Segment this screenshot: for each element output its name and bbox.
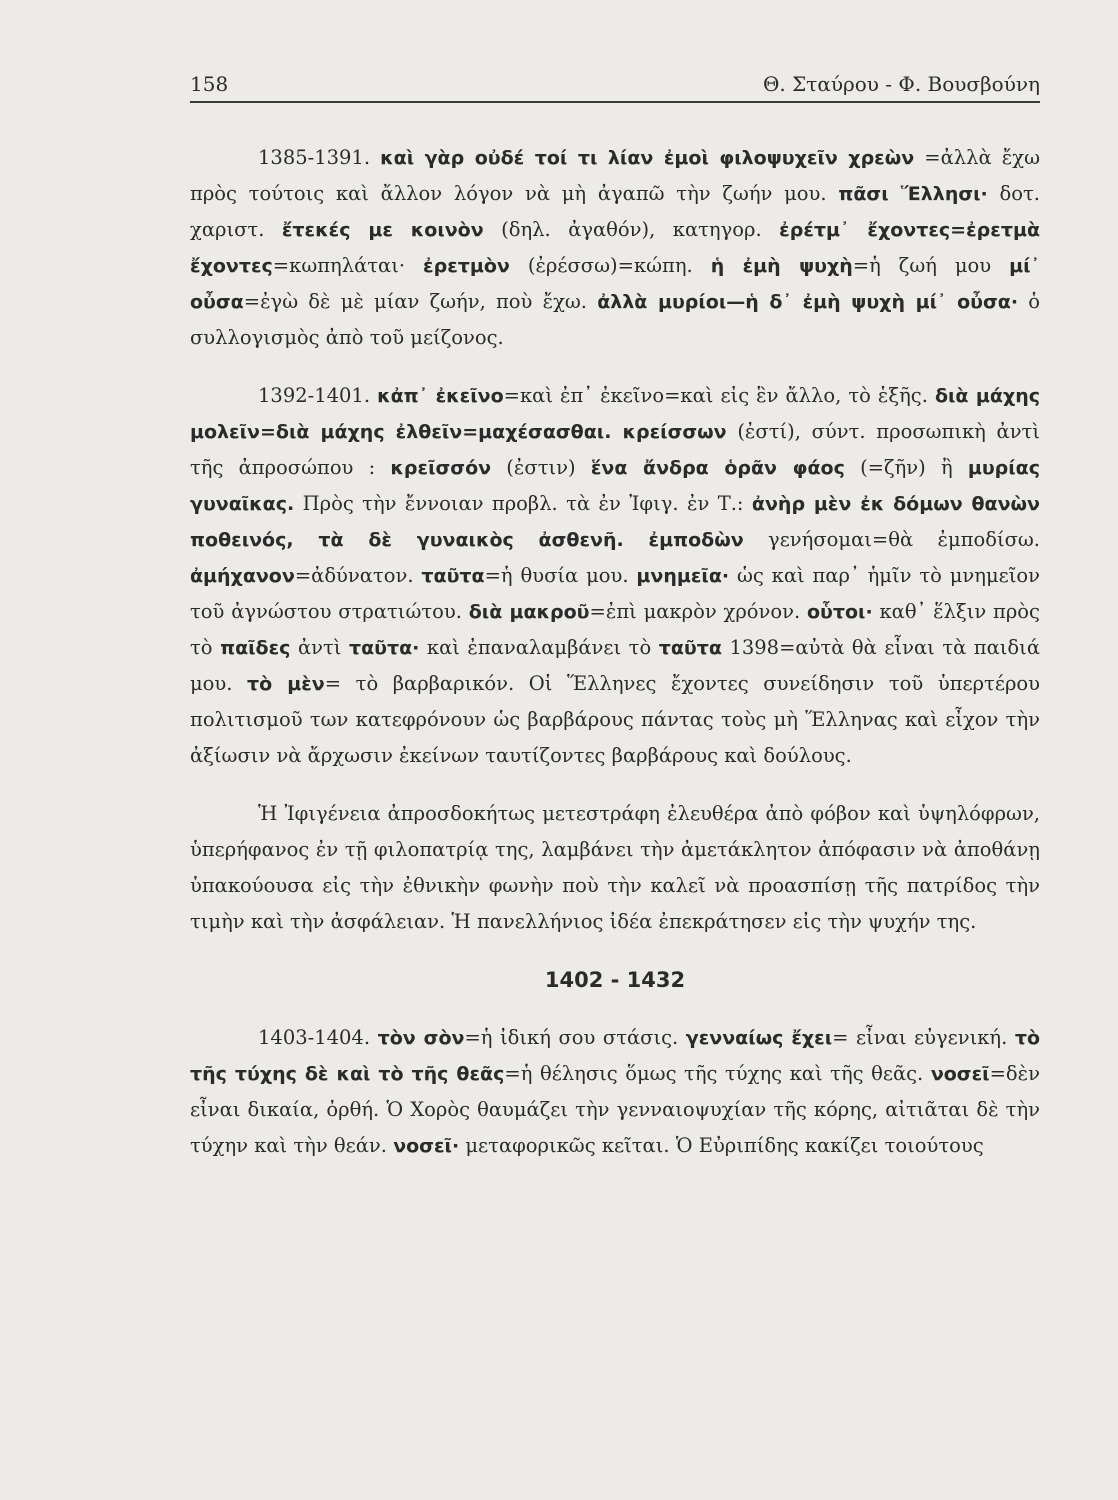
gloss-text: (ἐστί), σύντ. προσωπικὴ ἀντὶ τῆς ἀπροσώπου : bbox=[190, 420, 1040, 479]
lemma-term: ἡ ἐμὴ ψυχὴ bbox=[710, 255, 853, 277]
gloss-text: =κωπηλάται· bbox=[272, 254, 424, 277]
paragraph-1392-1401 bbox=[190, 378, 1040, 774]
gloss-text: =ἡ θέλησις ὅμως τῆς τύχης καὶ τῆς θεᾶς. bbox=[504, 1062, 931, 1085]
gloss-text: Πρὸς τὴν ἔννοιαν προβλ. τὰ ἐν Ἰφιγ. ἐν Τ.: bbox=[294, 492, 752, 515]
lemma-term: νοσεῖ· bbox=[393, 1135, 460, 1157]
gloss-text: = εἶναι εὐγενική. bbox=[832, 1026, 1015, 1049]
running-head: Θ. Σταύρου - Φ. Βουσβούνη bbox=[763, 72, 1040, 96]
gloss-text: 1403-1404. bbox=[258, 1026, 378, 1049]
lemma-term: μί᾽ οὖσα bbox=[190, 255, 1040, 313]
lemma-term: μνημεῖα· bbox=[636, 565, 730, 587]
gloss-text: (δηλ. ἀγαθόν), κατηγορ. bbox=[483, 218, 780, 241]
page-body bbox=[190, 140, 1040, 1164]
gloss-text: (ἐρέσσω)=κώπη. bbox=[509, 254, 711, 277]
gloss-text: Ἡ Ἰφιγένεια ἀπροσδοκήτως μετεστράφη ἐλευθέρα ἀπὸ φόβον καὶ ὑψηλόφρων, ὑπερήφανος ἐν τῇ φιλοπατρίᾳ της, λαμβάνει τὴν ἀμετάκλητον ἀπόφασιν νὰ ἀποθάνῃ ὑπακούουσα εἰς τὴν ἐθνικὴν φωνὴν ποὺ τὴν καλεῖ νὰ προασπίσῃ τῆς πατρίδος τὴν τιμὴν καὶ τὴν ἀσφάλειαν. Ἡ πανελλήνιος ἰδέα ἐπεκράτησεν εἰς τὴν ψυχήν της. bbox=[190, 802, 1040, 933]
gloss-text: ὁ συλλογισμὸς ἀπὸ τοῦ μείζονος. bbox=[190, 290, 1040, 349]
gloss-text: 1392-1401. bbox=[258, 384, 378, 407]
gloss-text: =ἀλλὰ ἔχω πρὸς τούτοις καὶ ἄλλον λόγον νὰ μὴ ἀγαπῶ τὴν ζωήν μου. bbox=[190, 146, 1040, 205]
gloss-text: 1385-1391. bbox=[258, 146, 381, 169]
lemma-term: ἕνα ἄνδρα ὁρᾶν φάος bbox=[590, 457, 845, 479]
gloss-text: =δὲν εἶναι δικαία, ὀρθή. Ὁ Χορὸς θαυμάζει τὴν γενναιοψυχίαν τῆς κόρης, αἰτιᾶται δὲ τὴν τύχην καὶ τὴν θεάν. bbox=[190, 1062, 1040, 1157]
lemma-term: τὸ τῆς τύχης δὲ καὶ τὸ τῆς θεᾶς bbox=[190, 1027, 1040, 1085]
lemma-term: νοσεῖ bbox=[930, 1063, 990, 1085]
gloss-text: καὶ ἐπαναλαμβάνει τὸ bbox=[419, 636, 659, 659]
gloss-text: 1398=αὐτὰ θὰ εἶναι τὰ παιδιά μου. bbox=[190, 636, 1040, 695]
lemma-term: γενναίως ἔχει bbox=[685, 1027, 833, 1049]
gloss-text: = τὸ βαρβαρικόν. Οἱ Ἕλληνες ἔχοντες συνείδησιν τοῦ ὑπερτέρου πολιτισμοῦ των κατεφρόνουν ὡς βαρβάρους πάντας τοὺς μὴ Ἕλληνας καὶ εἶχον τὴν ἀξίωσιν νὰ ἄρχωσιν ἐκείνων ταυτίζοντες βαρβάρους καὶ δούλους. bbox=[190, 672, 1041, 767]
lemma-term: πᾶσι Ἕλλησι· bbox=[838, 183, 988, 205]
gloss-text: μεταφορικῶς κεῖται. Ὁ Εὐριπίδης κακίζει τοιούτους bbox=[459, 1134, 984, 1157]
gloss-text: =ἡ ἰδική σου στάσις. bbox=[464, 1026, 686, 1049]
lemma-term: μυρίας γυναῖκας. bbox=[190, 457, 1040, 515]
gloss-text: =ἐπὶ μακρὸν χρόνον. bbox=[589, 600, 807, 623]
lemma-term: ἔτεκές με κοινὸν bbox=[281, 219, 484, 241]
gloss-text: =ἡ θυσία μου. bbox=[484, 564, 637, 587]
lemma-term: ἀλλὰ μυρίοι—ἡ δ᾽ ἐμὴ ψυχὴ μί᾽ οὖσα· bbox=[597, 291, 1019, 313]
section-heading: 1402 - 1432 bbox=[544, 968, 686, 992]
lemma-term: ἐρέτμ᾽ ἔχοντες=ἐρετμὰ ἔχοντες bbox=[190, 219, 1040, 277]
gloss-text: γενήσομαι=θὰ ἐμποδίσω. bbox=[743, 528, 1040, 551]
paragraph-commentary bbox=[190, 796, 1040, 940]
gloss-text: ὡς καὶ παρ᾽ ἡμῖν τὸ μνημεῖον τοῦ ἀγνώστου στρατιώτου. bbox=[190, 564, 1040, 623]
gloss-text: ἀντὶ bbox=[290, 636, 349, 659]
paragraph-1403-1404 bbox=[190, 1020, 1040, 1164]
lemma-term: τὸν σὸν bbox=[377, 1027, 465, 1049]
lemma-term: οὗτοι· bbox=[806, 601, 873, 623]
lemma-term: ταῦτα bbox=[658, 637, 722, 659]
lemma-term: ἀμήχανον bbox=[190, 565, 295, 587]
gloss-text: (=ζῆν) ἢ bbox=[844, 456, 968, 479]
gloss-text: (ἐστιν) bbox=[491, 456, 591, 479]
lemma-term: κρεῖσσόν bbox=[390, 457, 492, 479]
lemma-term: ταῦτα bbox=[421, 565, 485, 587]
gloss-text: καθ᾽ ἕλξιν πρὸς τὸ bbox=[190, 600, 1040, 659]
lemma-term: παῖδες bbox=[220, 637, 291, 659]
gloss-text: =ἐγὼ δὲ μὲ μίαν ζωήν, ποὺ ἔχω. bbox=[243, 290, 598, 313]
gloss-text: δοτ. χαριστ. bbox=[190, 182, 1040, 241]
header-rule bbox=[190, 101, 1040, 103]
lemma-term: διὰ μάχης μολεῖν=διὰ μάχης ἐλθεῖν=μαχέσασθαι. κρείσσων bbox=[190, 385, 1041, 443]
paragraph-1385-1391 bbox=[190, 140, 1040, 356]
lemma-term: ταῦτα· bbox=[348, 637, 420, 659]
lemma-term: ἐρετμὸν bbox=[423, 255, 510, 277]
gloss-text: =ἀδύνατον. bbox=[294, 564, 422, 587]
lemma-term: ἀνὴρ μὲν ἐκ δόμων θανὼν ποθεινός, τὰ δὲ γυναικὸς ἀσθενῆ. ἐμποδὼν bbox=[190, 493, 1040, 551]
gloss-text: =ἡ ζωή μου bbox=[852, 254, 1010, 277]
page-number: 158 bbox=[190, 72, 229, 96]
lemma-term: τὸ μὲν bbox=[247, 673, 325, 695]
lemma-term: κἀπ᾽ ἐκεῖνο bbox=[377, 385, 504, 407]
gloss-text: =καὶ ἐπ᾽ ἐκεῖνο=καὶ εἰς ἓν ἄλλο, τὸ ἑξῆς. bbox=[503, 384, 935, 407]
lemma-term: καὶ γὰρ οὐδέ τοί τι λίαν ἐμοὶ φιλοψυχεῖν χρεὼν bbox=[380, 147, 915, 169]
lemma-term: διὰ μακροῦ bbox=[468, 601, 590, 623]
